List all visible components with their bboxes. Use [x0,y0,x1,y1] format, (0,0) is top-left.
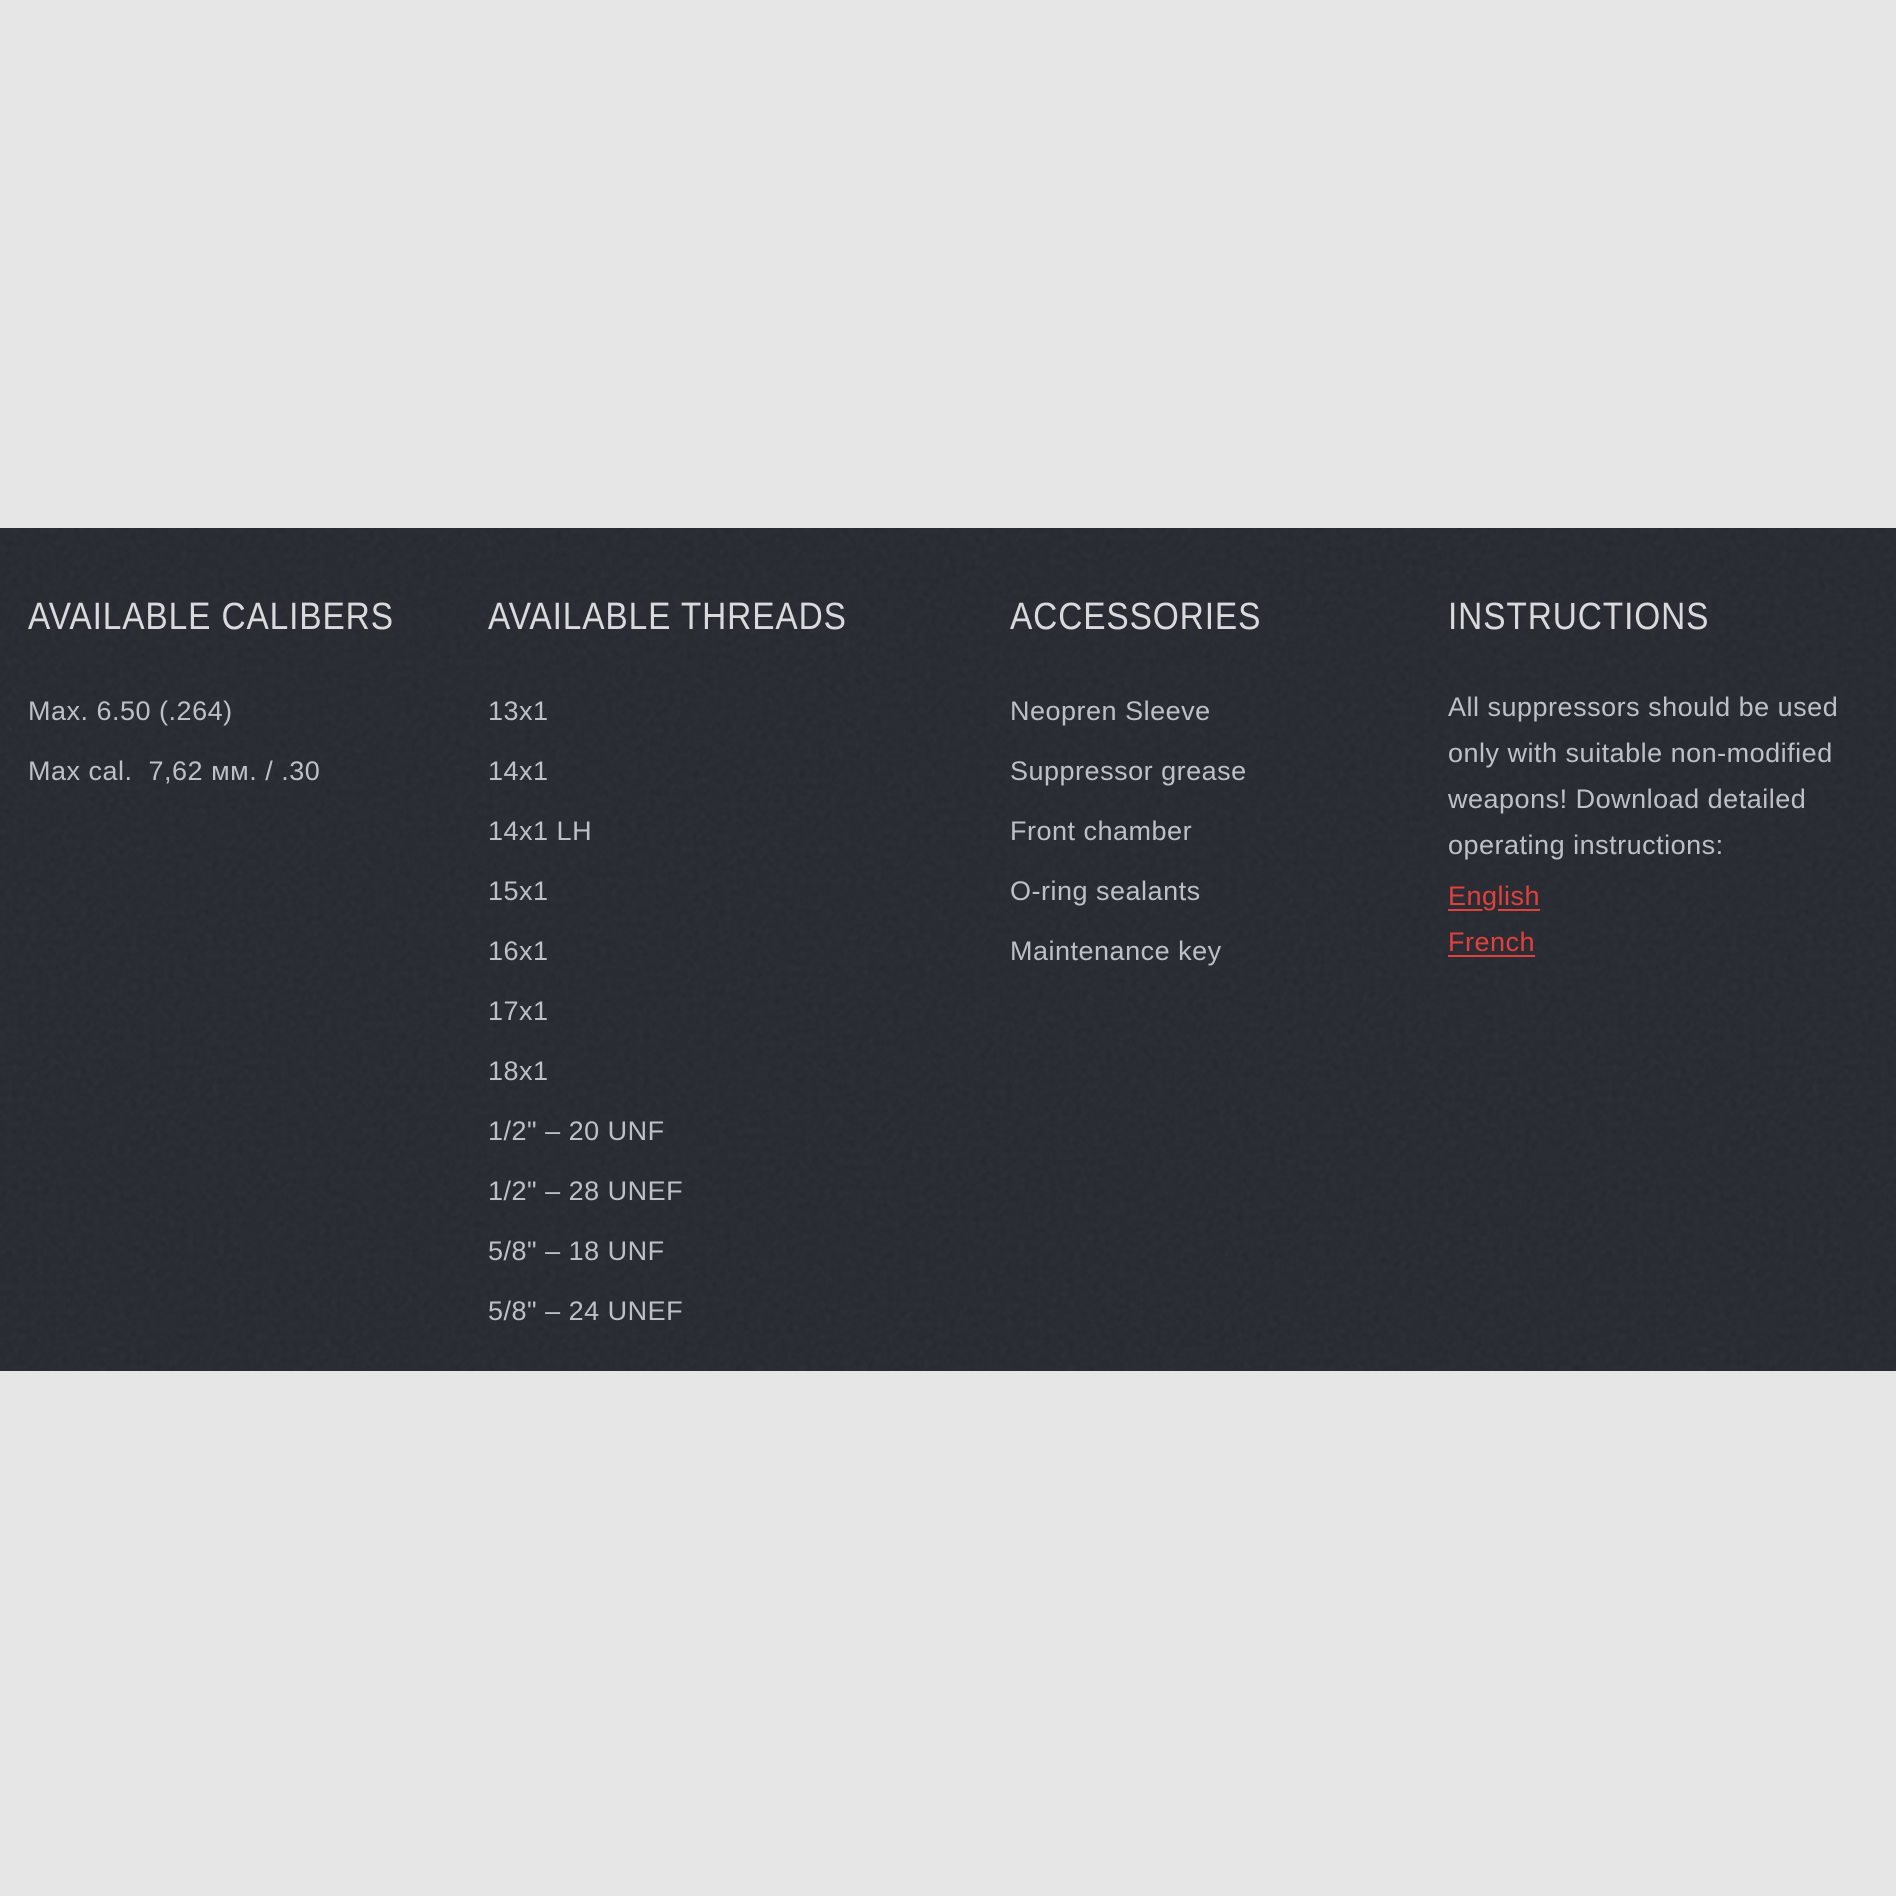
instructions-link-french[interactable]: French [1448,927,1536,957]
threads-heading: AVAILABLE THREADS [488,596,847,638]
instructions-text-line: only with suitable non-modified [1448,738,1833,768]
thread-item: 5/8" – 24 UNEF [488,1296,684,1326]
instructions-link-english[interactable]: English [1448,881,1541,911]
accessory-item: Front chamber [1010,816,1193,846]
accessories-column [1010,528,1420,981]
thread-item: 5/8" – 18 UNF [488,1236,665,1266]
instructions-heading: INSTRUCTIONS [1448,596,1710,638]
threads-column [488,528,978,1341]
accessory-item: Suppressor grease [1010,756,1247,786]
accessories-heading: ACCESSORIES [1010,596,1262,638]
thread-item: 16x1 [488,936,549,966]
accessories-list [1010,681,1420,981]
instructions-text [1448,684,1888,868]
thread-item: 1/2" – 28 UNEF [488,1176,684,1206]
calibers-list [28,681,458,801]
instructions-text-line: operating instructions: [1448,830,1724,860]
instructions-text-line: All suppressors should be used [1448,692,1839,722]
thread-item: 13x1 [488,696,549,726]
thread-item: 17x1 [488,996,549,1026]
accessory-item: Neopren Sleeve [1010,696,1211,726]
calibers-heading: AVAILABLE CALIBERS [28,596,394,638]
threads-list [488,681,978,1341]
caliber-item: Max. 6.50 (.264) [28,696,233,726]
accessory-item: O-ring sealants [1010,876,1201,906]
calibers-column [28,528,458,801]
thread-item: 14x1 [488,756,549,786]
specs-panel [0,528,1896,1371]
instructions-links [1448,873,1888,965]
instructions-column [1448,528,1888,965]
caliber-item: Max cal. 7,62 мм. / .30 [28,756,321,786]
instructions-text-line: weapons! Download detailed [1448,784,1807,814]
thread-item: 18x1 [488,1056,549,1086]
thread-item: 1/2" – 20 UNF [488,1116,665,1146]
thread-item: 15x1 [488,876,549,906]
thread-item: 14x1 LH [488,816,593,846]
accessory-item: Maintenance key [1010,936,1222,966]
